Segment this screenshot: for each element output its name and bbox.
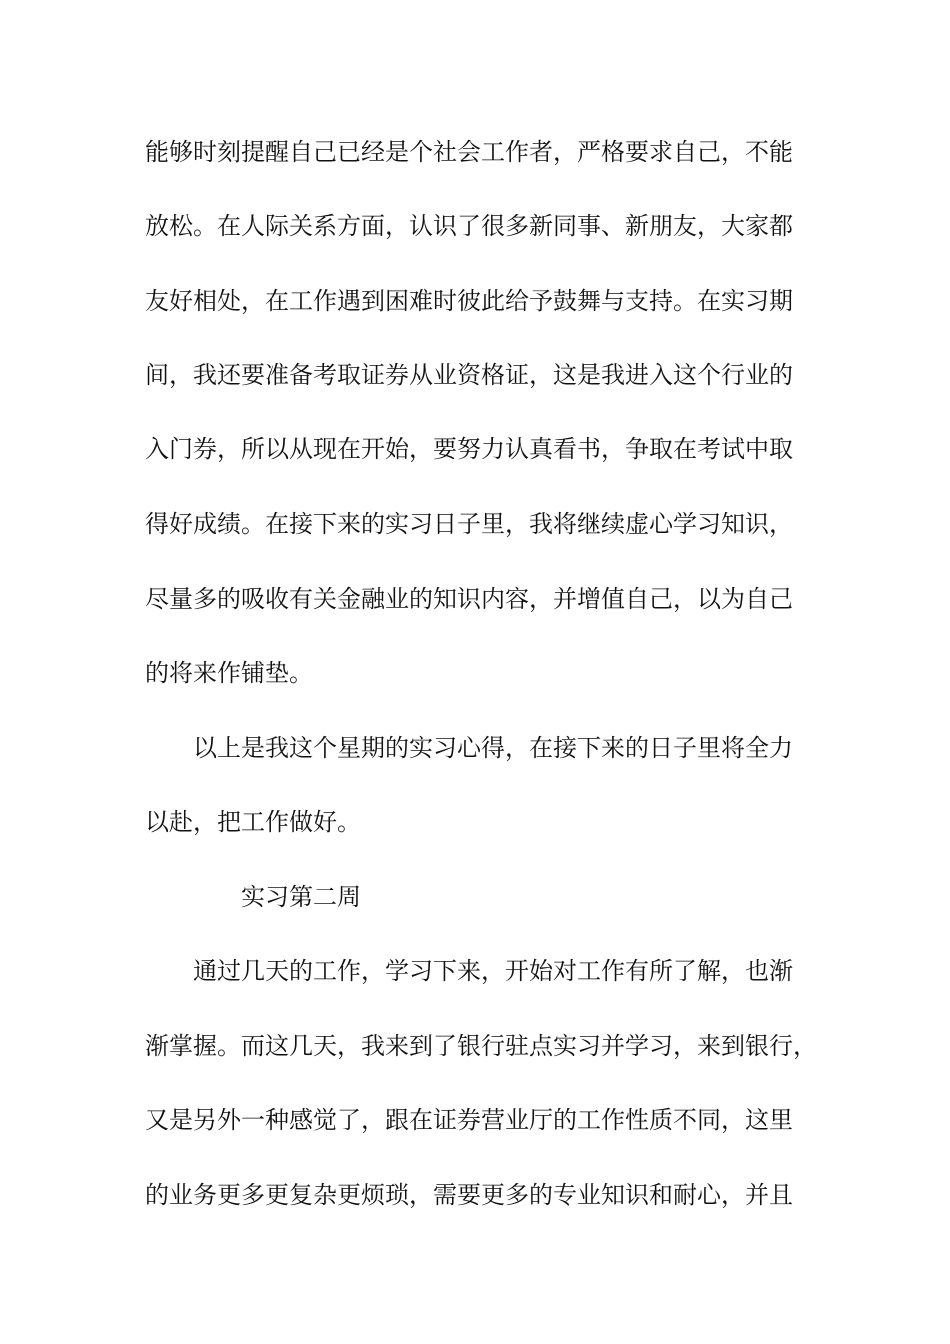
text-line: 入门券，所以从现在开始，要努力认真看书，争取在考试中取 (145, 435, 793, 463)
text-line: 又是另外一种感觉了，跟在证券营业厅的工作性质不同，这里 (145, 1106, 793, 1134)
paragraph-first-line: 通过几天的工作，学习下来，开始对工作有所了解，也渐 (193, 957, 793, 985)
text-line: 放松。在人际关系方面，认识了很多新同事、新朋友，大家都 (145, 212, 793, 240)
text-line: 得好成绩。在接下来的实习日子里，我将继续虚心学习知识， (145, 510, 793, 538)
text-line: 间，我还要准备考取证券从业资格证，这是我进入这个行业的 (145, 361, 793, 389)
text-line: 的将来作铺垫。 (145, 659, 313, 687)
text-line: 渐掌握。而这几天，我来到了银行驻点实习并学习，来到银行， (145, 1032, 817, 1060)
text-line: 能够时刻提醒自己已经是个社会工作者，严格要求自己，不能 (145, 138, 793, 166)
text-line: 以赴，把工作做好。 (145, 808, 361, 836)
section-heading: 实习第二周 (241, 883, 361, 911)
paragraph-first-line: 以上是我这个星期的实习心得，在接下来的日子里将全力 (193, 734, 793, 762)
text-line: 尽量多的吸收有关金融业的知识内容，并增值自己，以为自己 (145, 585, 793, 613)
text-line: 的业务更多更复杂更烦琐，需要更多的专业知识和耐心，并且 (145, 1181, 793, 1209)
text-line: 友好相处，在工作遇到困难时彼此给予鼓舞与支持。在实习期 (145, 287, 793, 315)
